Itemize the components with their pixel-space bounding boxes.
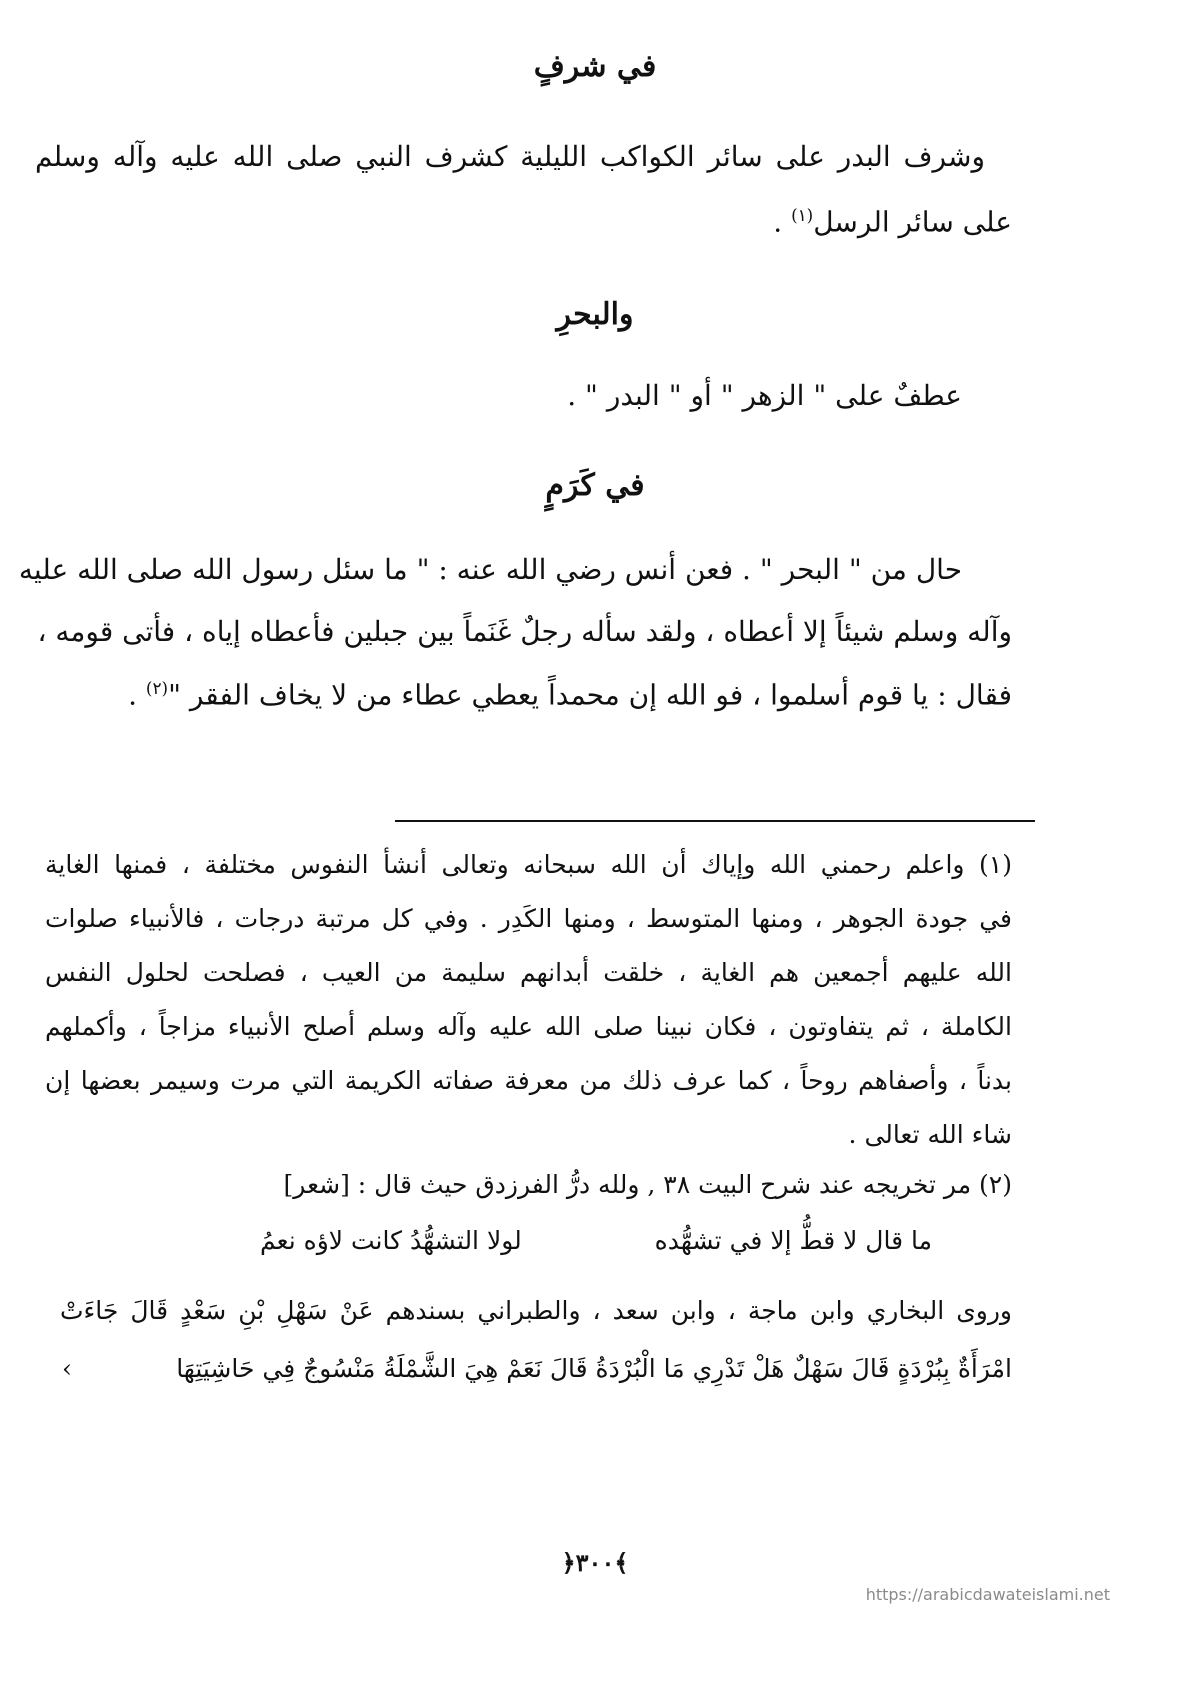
footnote-separator [395,820,1035,822]
page-number: ﴿٣٠٠﴾ [561,1548,629,1577]
para-1-line-2 [773,205,1012,239]
para-3-line-2: وآله وسلم شيئاً إلا أعطاه ، ولقد سأله رجلٌ غَنَماً بين جبلين فأعطاه إياه ، فأتى قومه ، [37,615,1012,648]
para-3-line-3-text: فقال : يا قوم أسلموا ، فو الله إن محمداً يعطي عطاء من لا يخاف الفقر " [168,678,1012,712]
footnote-2-line-4: امْرَأَةٌ بِبُرْدَةٍ قَالَ سَهْلٌ هَلْ تَدْرِي مَا الْبُرْدَةُ قَالَ نَعَمْ هِيَ الشَّمْلَةُ مَنْسُوجٌ فِي حَاشِيَتِهَا [176,1354,1012,1383]
watermark-url: https://arabicdawateislami.net [865,1585,1110,1604]
heading-fi-sharaf: في شرفٍ [533,49,657,84]
para-1-line-1: وشرف البدر على سائر الكواكب الليلية كشرف النبي صلى الله عليه وآله وسلم [35,140,985,173]
footnote-1-line-5: بدناً ، وأصفاهم روحاً ، كما عرف ذلك من معرفة صفاته الكريمة التي مرت وسيمر بعضها إن [45,1066,1012,1095]
footnote-2-line-1: (٢) مر تخريجه عند شرح البيت ٣٨ , ولله درُّ الفرزدق حيث قال : [شعر] [283,1170,1012,1199]
footnote-1-line-4: الكاملة ، ثم يتفاوتون ، فكان نبينا صلى الله عليه وآله وسلم أصلح الأنبياء مزاجاً ، وأكملهم [45,1012,1012,1041]
para-1-line-2-text: على سائر الرسل [813,205,1012,239]
footnote-1-line-3: الله عليهم أجمعين هم الغاية ، خلقت أبدانهم سليمة من العيب ، فصلحت لحلول النفس [45,958,1012,987]
para-3-line-3-end: . [128,678,146,712]
heading-fi-karam: في كَرَمٍ [545,468,645,503]
continuation-mark: › [62,1354,72,1383]
heading-wal-bahr: والبحرِ [556,297,634,332]
para-3-line-3 [128,678,1012,712]
footnote-ref-1: (١) [791,205,814,225]
footnote-1-line-6: شاء الله تعالى . [848,1120,1012,1149]
verse-hemistich-left: لولا التشهُّدُ كانت لاؤه نعمُ [260,1226,522,1255]
verse-hemistich-right: ما قال لا قطُّ إلا في تشهُّده [654,1226,932,1255]
para-2: عطفٌ على " الزهر " أو " البدر " . [567,379,962,412]
footnote-1-line-2: في جودة الجوهر ، ومنها المتوسط ، ومنها الكَدِر . وفي كل مرتبة درجات ، فالأنبياء صلوات [45,904,1012,933]
para-3-line-1: حال من " البحر " . فعن أنس رضي الله عنه : " ما سئل رسول الله صلى الله عليه [18,553,962,586]
footnote-ref-2: (٢) [145,678,169,698]
para-1-line-2-end: . [773,205,792,239]
footnote-2-line-3: وروى البخاري وابن ماجة ، وابن سعد ، والطبراني بسندهم عَنْ سَهْلِ بْنِ سَعْدٍ قَالَ جَاءَتْ [60,1296,1012,1325]
footnote-1-line-1: (١) واعلم رحمني الله وإياك أن الله سبحانه وتعالى أنشأ النفوس مختلفة ، فمنها الغاية [45,850,1012,879]
